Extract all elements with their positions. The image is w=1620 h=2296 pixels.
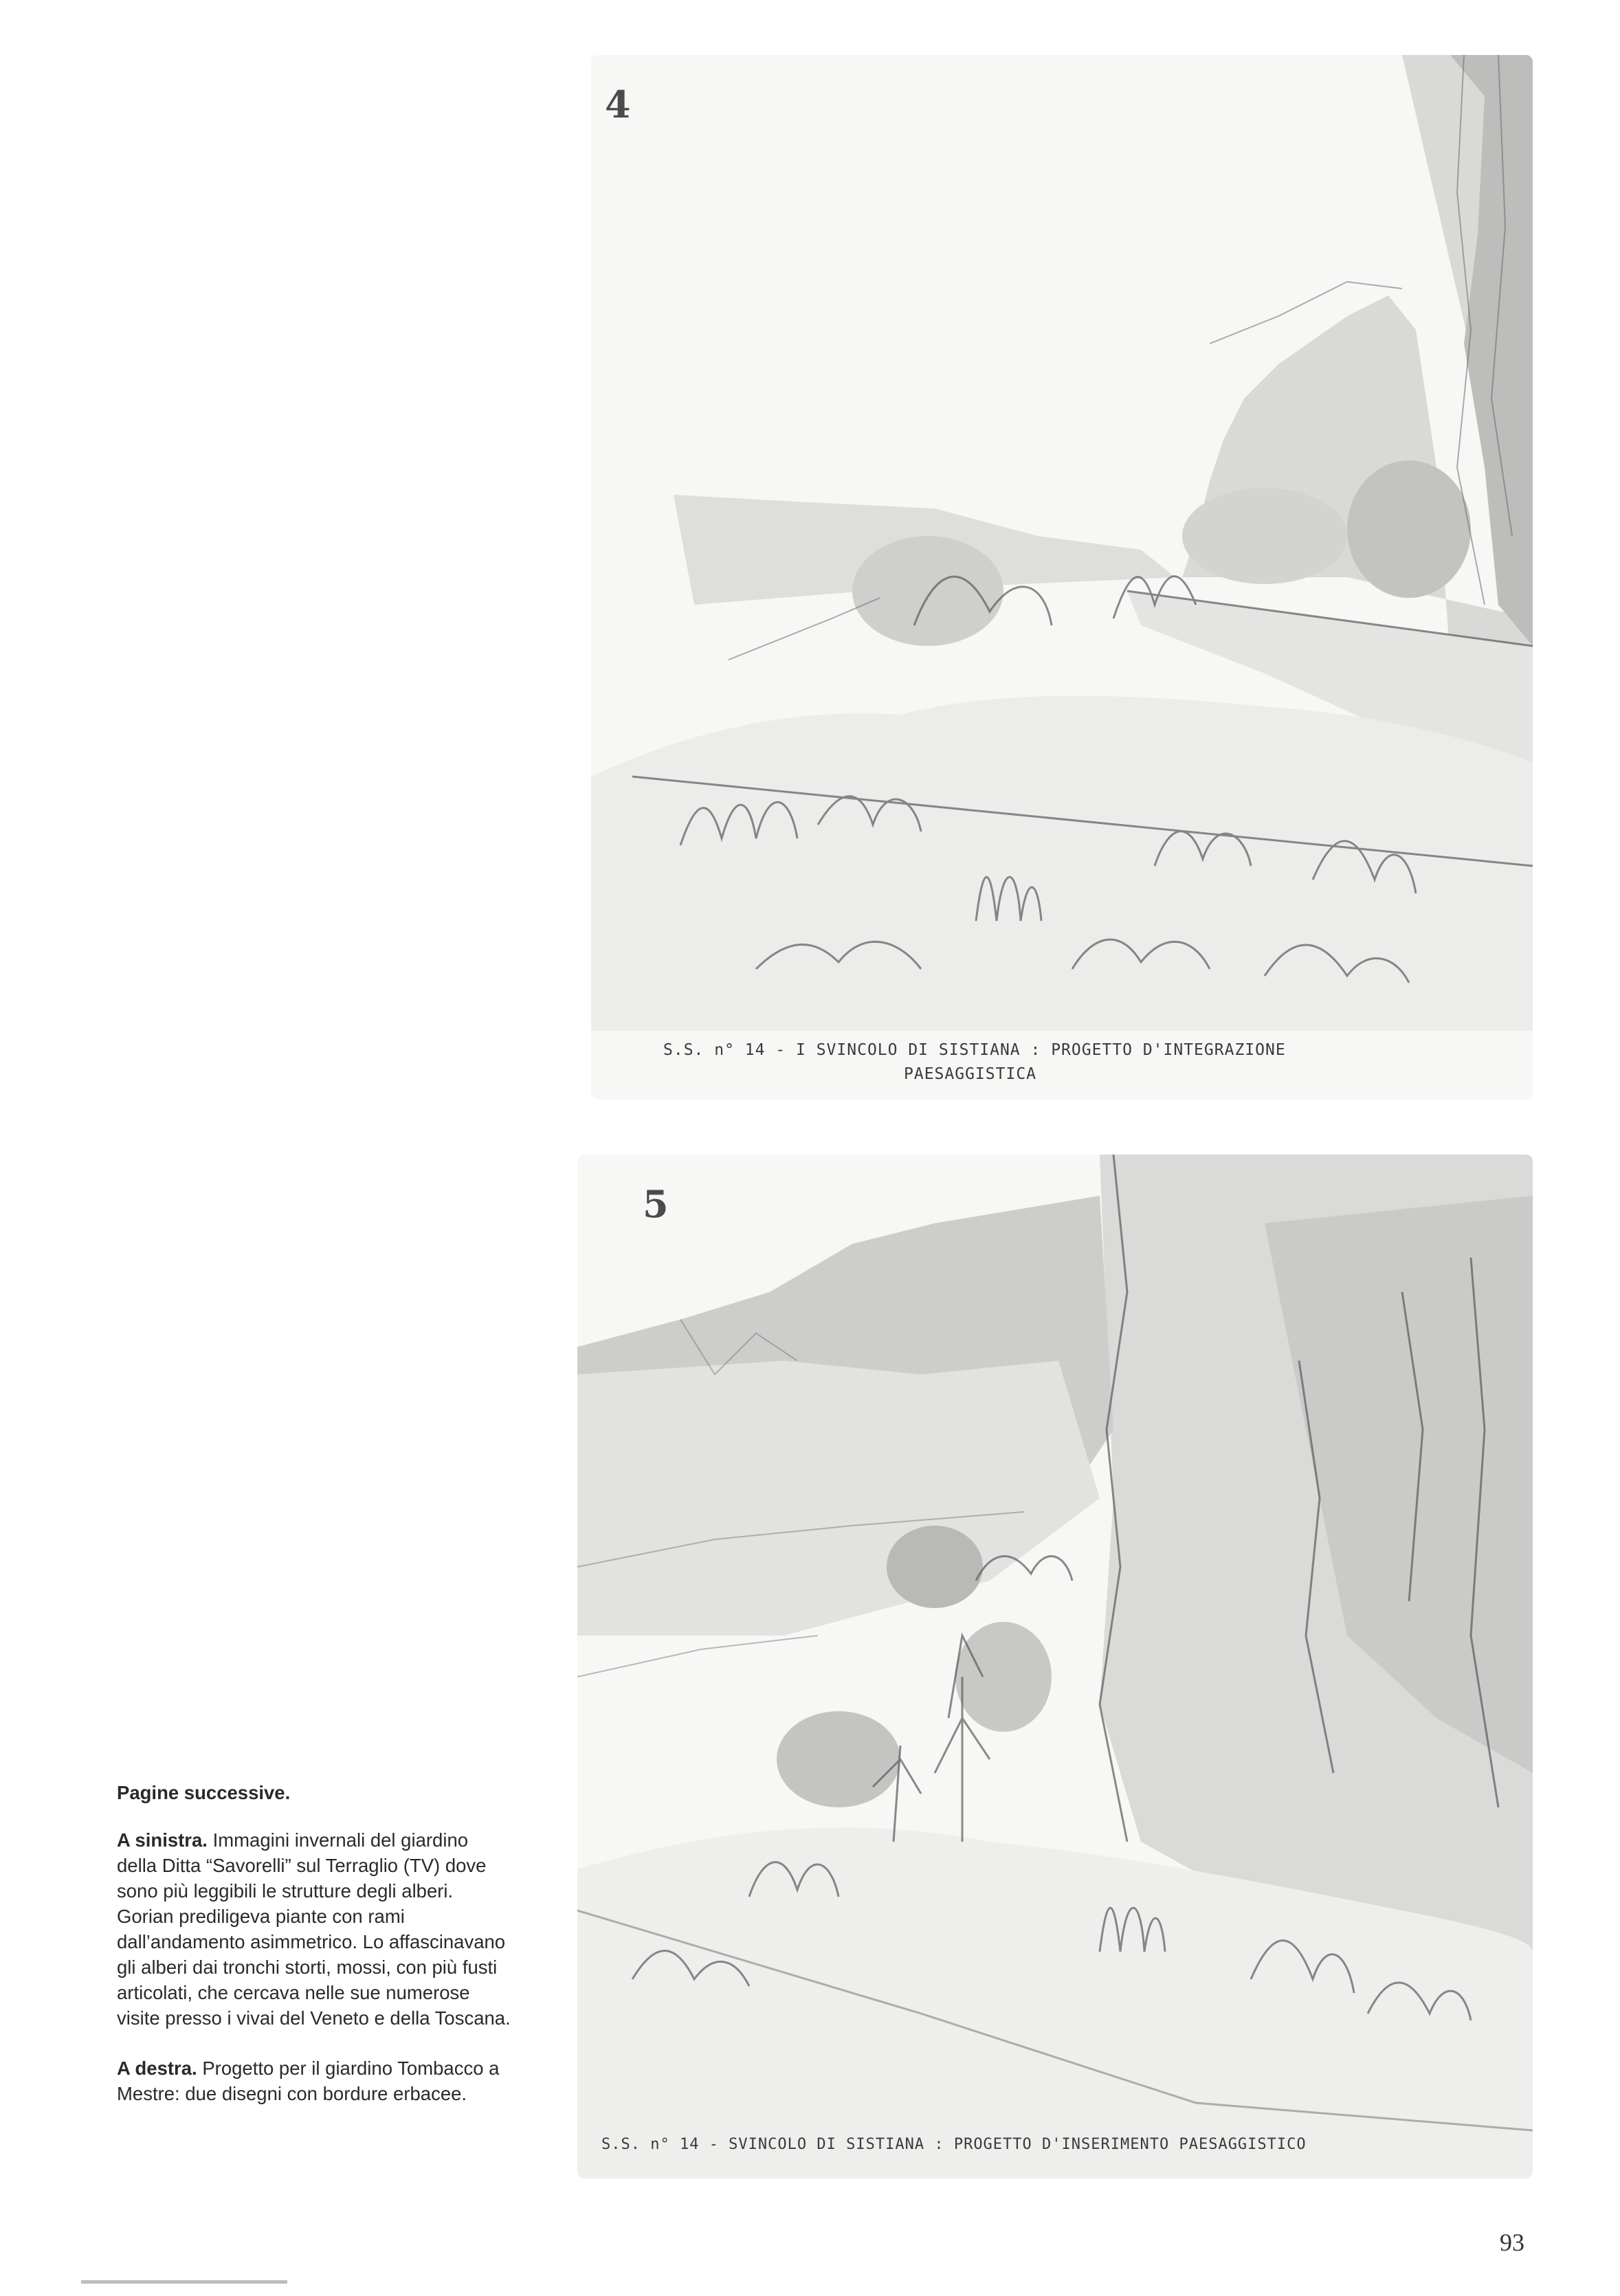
sketch-caption-4-line-2: PAESAGGISTICA — [904, 1065, 1037, 1083]
sketch-figure-4 — [591, 55, 1533, 1100]
caption-left-label: A sinistra. — [117, 1829, 208, 1851]
sketch-caption-5: S.S. n° 14 - SVINCOLO DI SISTIANA : PROGETTO D'INSERIMENTO PAESAGGISTICO — [601, 2136, 1307, 2153]
caption-right-label: A destra. — [117, 2058, 197, 2079]
sketch-drawing-5 — [577, 1155, 1533, 2178]
caption-right-body: Progetto per il giardino Tombacco a Mestre: due disegni con bordure erbacee. — [117, 2058, 500, 2104]
caption-left-paragraph — [117, 1827, 512, 2031]
sketch-figure-5 — [577, 1155, 1533, 2178]
figure-number-5: 5 — [643, 1182, 669, 1226]
caption-text-block — [117, 1780, 512, 2131]
caption-right-paragraph — [117, 2055, 512, 2106]
bottom-rule — [81, 2280, 287, 2284]
figure-number-4: 4 — [605, 82, 631, 126]
caption-heading: Pagine successive. — [117, 1782, 291, 1803]
sketch-caption-4-line-1: S.S. n° 14 - I SVINCOLO DI SISTIANA : PROGETTO D'INTEGRAZIONE — [663, 1041, 1286, 1059]
caption-left-body: Immagini invernali del giardino della Ditta “Savorelli” sul Terraglio (TV) dove sono più leggibili le strutture degli alberi. Gorian prediligeva piante con rami dall’andamento asimmetrico. Lo affascinavano gli alberi dai tronchi storti, mossi, con più fusti articolati, che cercava nelle sue numerose visite presso i vivai del Veneto e della Toscana. — [117, 1829, 511, 2029]
page-number: 93 — [1500, 2229, 1524, 2256]
sketch-drawing-4 — [591, 55, 1533, 1100]
